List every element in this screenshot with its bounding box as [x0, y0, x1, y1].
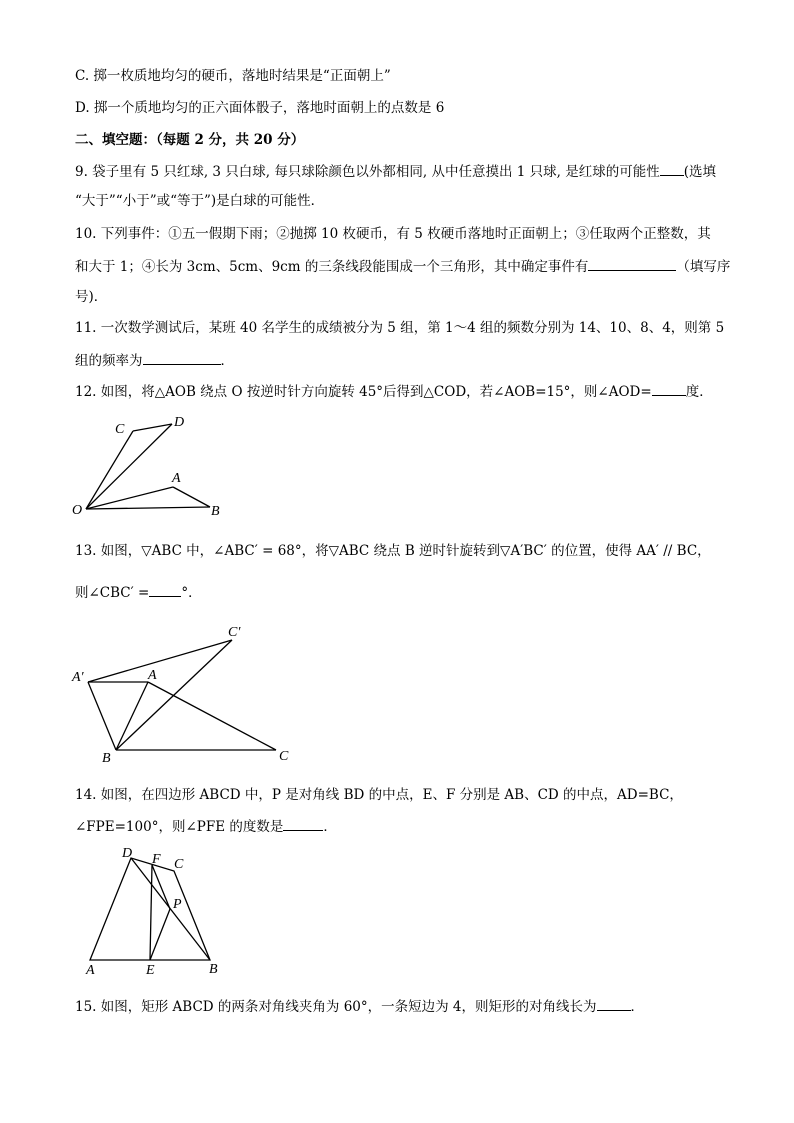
question-11-line1: 11. 一次数学测试后，某班 40 名学生的成绩被分为 5 组，第 1～4 组的频数分别为 14、10、8、4，则第 5	[75, 320, 725, 336]
question-14-line2: ∠FPE=100°，则∠PFE 的度数是 ．	[75, 816, 337, 837]
label-o: O	[72, 503, 83, 518]
label-b: B	[102, 751, 111, 766]
question-9-line1: 9. 袋子里有 5 只红球, 3 只白球, 每只球除颜色以外都相同, 从中任意摸出 1 只球, 是红球的可能性 (选填	[75, 161, 716, 182]
label-b: B	[209, 962, 218, 977]
question-13-line1: 13. 如图，▽ABC 中，∠ABC′ = 68°，将▽ABC 绕点 B 逆时针旋转到▽A′BC′ 的位置，使得 AA′ // BC，	[75, 543, 711, 559]
label-c-prime: C′	[228, 625, 241, 640]
label-a: A	[172, 471, 181, 486]
label-f: F	[152, 852, 161, 867]
question-13-line2: 则∠CBC′ = °．	[75, 582, 202, 603]
label-d: D	[122, 846, 133, 861]
question-10-line2: 和大于 1；④长为 3cm、5cm、9cm 的三条线段能围成一个三角形，其中确定事件有 （填写序	[75, 256, 730, 277]
label-a-prime: A′	[72, 670, 84, 685]
label-p: P	[173, 897, 182, 912]
question-10-line1: 10. 下列事件：①五一假期下雨；②抛掷 10 枚硬币，有 5 枚硬币落地时正面朝上；③任取两个正整数，其	[75, 226, 711, 242]
question-10-line3: 号)．	[75, 289, 108, 305]
question-14-line1: 14. 如图，在四边形 ABCD 中，P 是对角线 BD 的中点，E、F 分别是 AB、CD 的中点，AD=BC，	[75, 787, 683, 803]
answer-blank[interactable]	[597, 996, 631, 1011]
label-c: C	[115, 422, 125, 437]
question-12: 12. 如图，将△AOB 绕点 O 按逆时针方向旋转 45°后得到△COD，若∠AOB=15°，则∠AOD= 度．	[75, 381, 713, 402]
label-c: C	[174, 857, 184, 872]
option-c: C. 掷一枚质地均匀的硬币，落地时结果是“正面朝上”	[75, 68, 391, 84]
question-15: 15. 如图，矩形 ABCD 的两条对角线夹角为 60°，一条短边为 4，则矩形的对角线长为 ．	[75, 996, 644, 1017]
label-e: E	[146, 963, 155, 978]
label-d: D	[174, 415, 185, 430]
question-9-line2: “大于”“小于”或“等于”)是白球的可能性．	[75, 193, 325, 209]
section-heading: 二、填空题：（每题 2 分，共 20 分）	[75, 132, 305, 148]
option-d: D. 掷一个质地均匀的正六面体骰子，落地时面朝上的点数是 6	[75, 100, 445, 116]
label-a: A	[148, 668, 157, 683]
label-b: B	[211, 504, 220, 519]
label-a: A	[86, 963, 95, 978]
question-11-line2: 组的频率为 ．	[75, 350, 234, 371]
label-c: C	[279, 749, 289, 764]
